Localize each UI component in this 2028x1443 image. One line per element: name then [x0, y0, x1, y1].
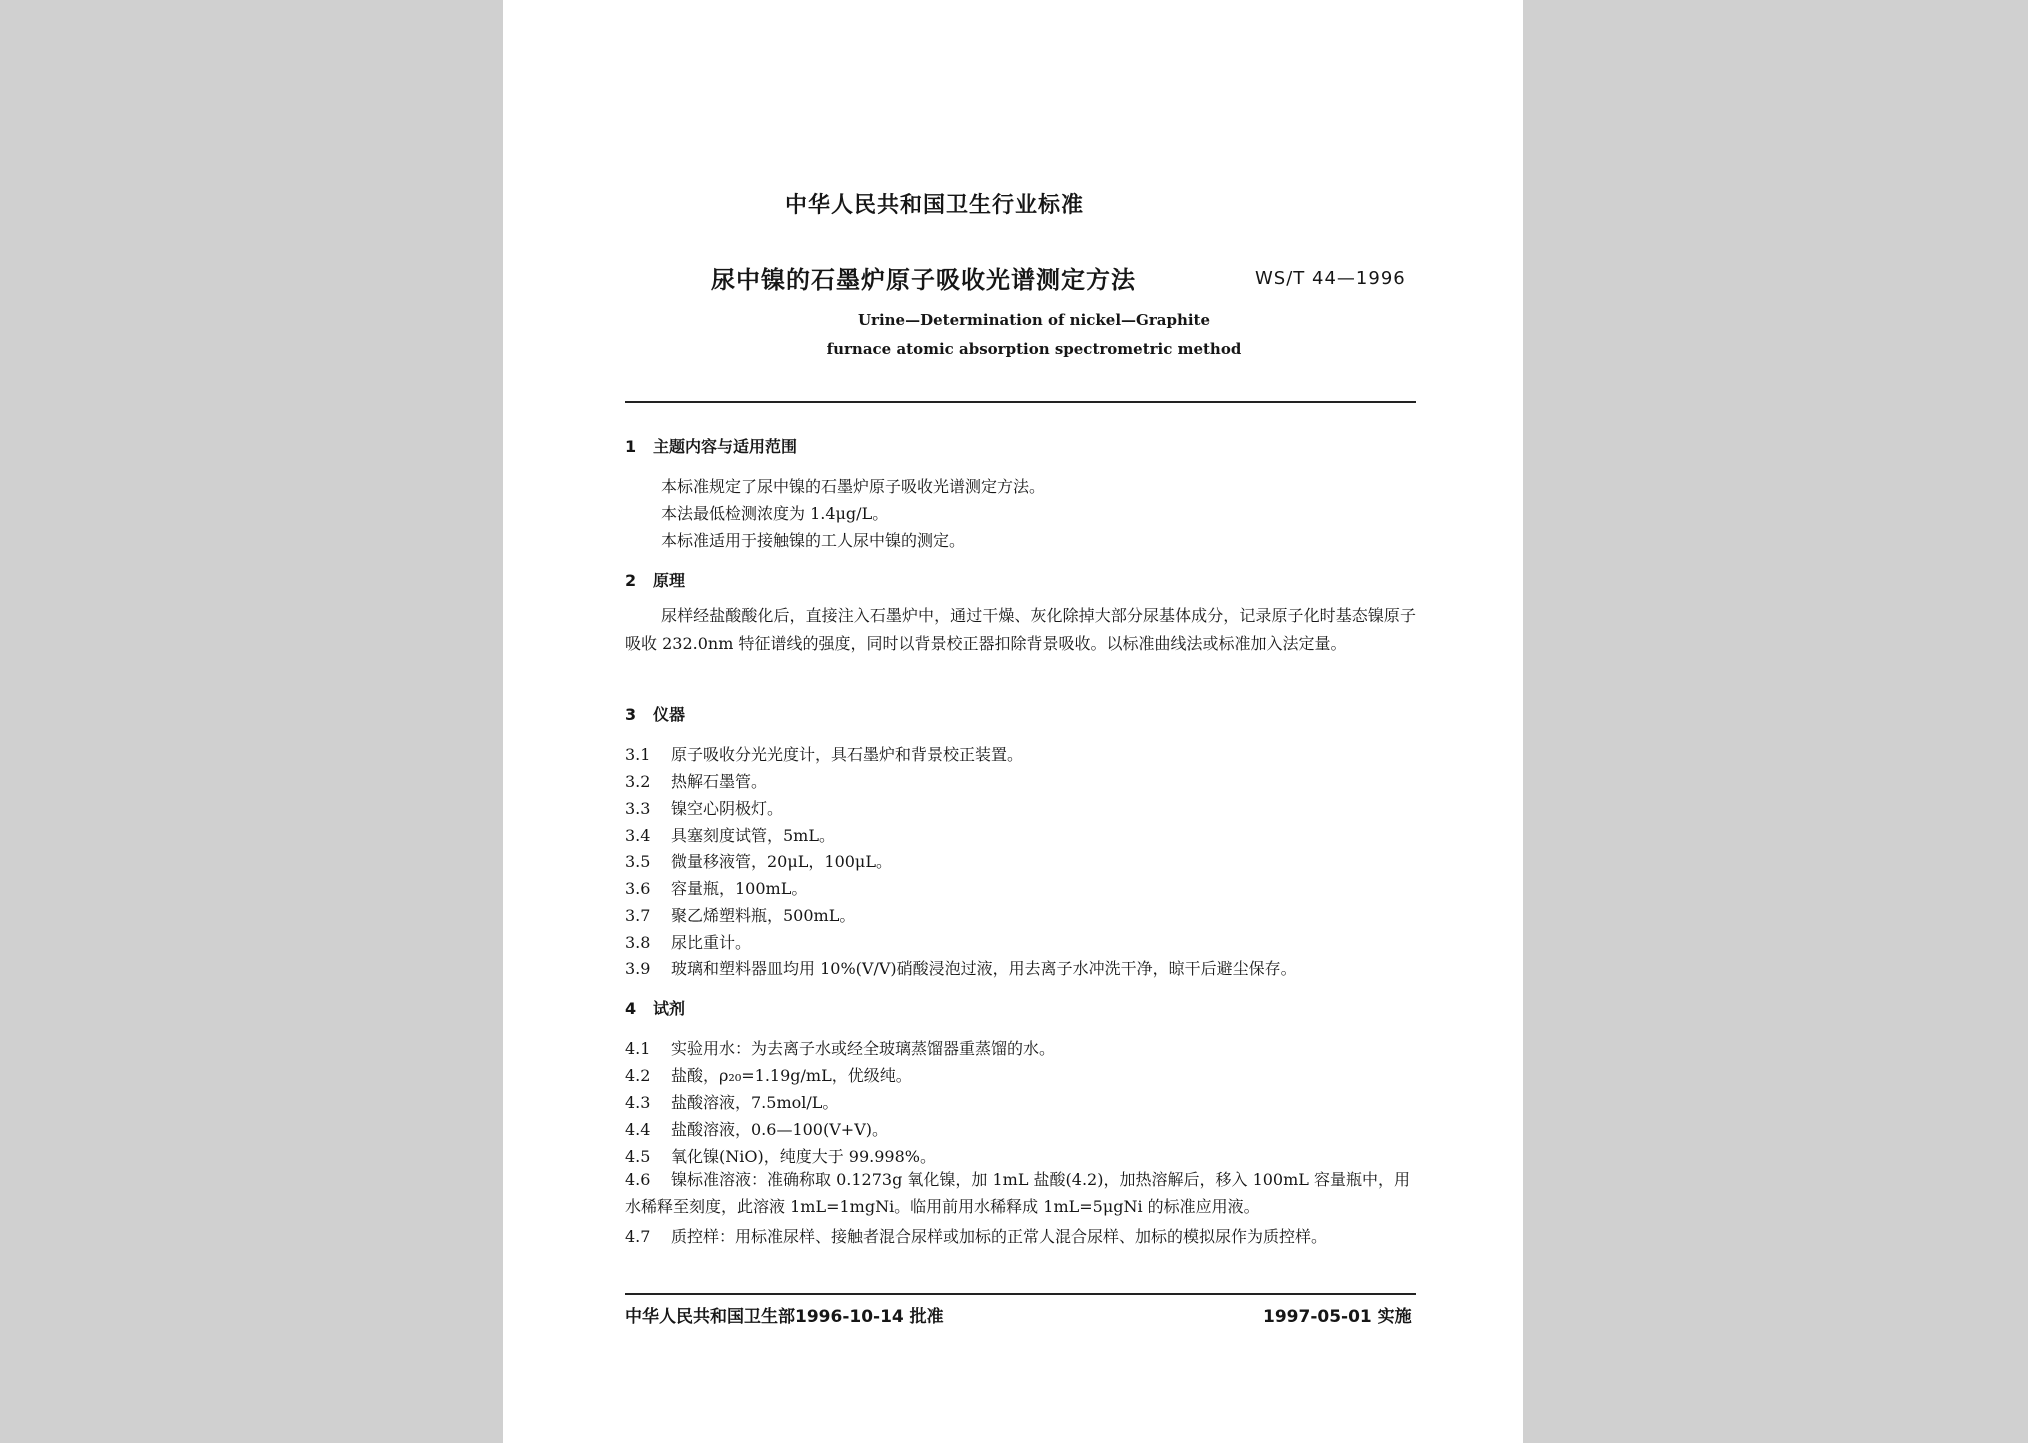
section-1-line: 本标准适用于接触镍的工人尿中镍的测定。 [661, 531, 966, 550]
item-number: 4.5 [625, 1147, 651, 1166]
document-title: 尿中镍的石墨炉原子吸收光谱测定方法 [711, 266, 1136, 294]
section-2-heading [625, 568, 685, 591]
list-item [625, 1036, 1055, 1059]
item-text: 镍标准溶液：准确称取 0.1273g 氧化镍，加 1mL 盐酸(4.2)，加热溶解后，移入 100mL 容量瓶中，用水稀释至刻度，此溶液 1mL=1mgNi。临用前用水稀释成 1mL=5μgNi 的标准应用液。 [625, 1170, 1410, 1216]
list-item [625, 1166, 1416, 1220]
item-text: 微量移液管，20μL，100μL。 [671, 852, 892, 871]
list-item [625, 742, 1023, 765]
section-1-line: 本法最低检测浓度为 1.4μg/L。 [661, 504, 889, 523]
header-divider [625, 401, 1416, 403]
item-text: 质控样：用标准尿样、接触者混合尿样或加标的正常人混合尿样、加标的模拟尿作为质控样。 [671, 1227, 1328, 1246]
list-item [625, 903, 855, 926]
section-3-heading [625, 702, 685, 725]
section-1-line: 本标准规定了尿中镍的石墨炉原子吸收光谱测定方法。 [661, 477, 1046, 496]
item-text: 尿比重计。 [671, 933, 752, 952]
item-number: 3.6 [625, 879, 651, 898]
list-item [625, 1224, 1327, 1247]
item-text: 盐酸，ρ₂₀=1.19g/mL，优级纯。 [671, 1066, 912, 1085]
section-title: 主题内容与适用范围 [653, 437, 798, 456]
item-number: 3.9 [625, 959, 651, 978]
item-number: 4.3 [625, 1093, 651, 1112]
list-item [625, 769, 767, 792]
item-text: 镍空心阴极灯。 [671, 799, 784, 818]
list-item [625, 930, 751, 953]
item-number: 4.2 [625, 1066, 651, 1085]
list-item [625, 876, 807, 899]
item-number: 3.7 [625, 906, 651, 925]
footer-divider [625, 1293, 1416, 1295]
english-title-line-2: furnace atomic absorption spectrometric method [826, 340, 1242, 358]
section-4-heading [625, 996, 685, 1019]
list-item [625, 849, 892, 872]
item-text: 实验用水：为去离子水或经全玻璃蒸馏器重蒸馏的水。 [671, 1039, 1056, 1058]
list-item [625, 1144, 936, 1167]
implementation-date: 1997-05-01 实施 [1263, 1307, 1412, 1327]
list-item [625, 796, 783, 819]
item-text: 具塞刻度试管，5mL。 [671, 826, 835, 845]
item-number: 3.8 [625, 933, 651, 952]
list-item [625, 1063, 912, 1086]
section-2-paragraph: 尿样经盐酸酸化后，直接注入石墨炉中，通过干燥、灰化除掉大部分尿基体成分，记录原子化时基态镍原子吸收 232.0nm 特征谱线的强度，同时以背景校正器扣除背景吸收。以标准曲线法或标准加入法定量。 [625, 606, 1416, 653]
item-number: 3.1 [625, 745, 651, 764]
section-title: 仪器 [653, 705, 686, 724]
english-title-line-1: Urine—Determination of nickel—Graphite [857, 311, 1211, 329]
item-number: 3.3 [625, 799, 651, 818]
list-item [625, 1090, 838, 1113]
item-number: 3.4 [625, 826, 651, 845]
standard-code: WS/T 44—1996 [1255, 268, 1406, 289]
item-number: 4.1 [625, 1039, 651, 1058]
section-1-heading [625, 434, 797, 457]
item-text: 盐酸溶液，0.6—100(V+V)。 [671, 1120, 888, 1139]
section-number: 4 [625, 999, 637, 1018]
list-item [625, 956, 1297, 979]
item-text: 盐酸溶液，7.5mol/L。 [671, 1093, 839, 1112]
item-number: 4.4 [625, 1120, 651, 1139]
item-text: 容量瓶，100mL。 [671, 879, 808, 898]
section-number: 2 [625, 571, 637, 590]
item-text: 玻璃和塑料器皿均用 10%(V/V)硝酸浸泡过液，用去离子水冲洗干净，晾干后避尘保存。 [671, 959, 1297, 978]
item-text: 热解石墨管。 [671, 772, 768, 791]
section-number: 1 [625, 437, 637, 456]
item-number: 4.7 [625, 1227, 651, 1246]
item-text: 聚乙烯塑料瓶，500mL。 [671, 906, 856, 925]
item-number: 4.6 [625, 1170, 651, 1189]
list-item [625, 1117, 888, 1140]
approval-line: 中华人民共和国卫生部1996-10-14 批准 [625, 1307, 944, 1327]
item-text: 氧化镍(NiO)，纯度大于 99.998%。 [671, 1147, 936, 1166]
section-title: 原理 [653, 571, 686, 590]
list-item [625, 823, 835, 846]
section-title: 试剂 [653, 999, 686, 1018]
item-number: 3.5 [625, 852, 651, 871]
item-text: 原子吸收分光光度计，具石墨炉和背景校正装置。 [671, 745, 1024, 764]
standard-name: 中华人民共和国卫生行业标准 [785, 193, 1085, 218]
item-number: 3.2 [625, 772, 651, 791]
section-number: 3 [625, 705, 637, 724]
document-page [503, 0, 1523, 1443]
